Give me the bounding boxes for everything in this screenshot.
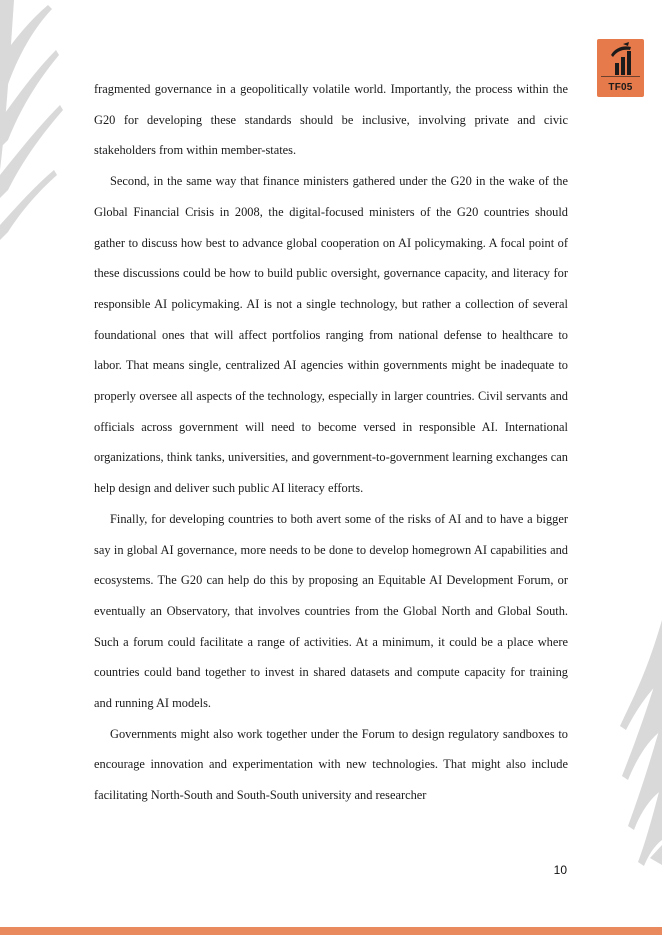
- paragraph-governments: Governments might also work together under the Forum to design regulatory sandboxes to encourage innovation and experimentation with new technologies. That might also include facilitating North-South and South-South university and researcher: [94, 726, 568, 803]
- page-number: 10: [553, 863, 567, 877]
- footer-accent-bar: [0, 927, 662, 935]
- logo-label: TF05: [608, 82, 633, 93]
- tf05-emblem-icon: [597, 39, 644, 79]
- tf05-logo: [597, 39, 644, 97]
- paragraph-finally: Finally, for developing countries to both avert some of the risks of AI and to have a bigger say in global AI governance, more needs to be done to develop homegrown AI capabilities and ecosystems. The G20 can help do this by proposing an Equitable AI Development Forum, or eventually an Observatory, that involves countries from the Global North and Global South. Such a forum could facilitate a range of activities. At a minimum, it could be a place where countries could band together to invest in shared datasets and compute capacity for training and running AI models.: [94, 511, 568, 711]
- paragraph-second: Second, in the same way that finance ministers gathered under the G20 in the wake of the Global Financial Crisis in 2008, the digital-focused ministers of the G20 countries should gather to discuss how best to advance global cooperation on AI policymaking. A focal point of these discussions could be how to build public oversight, governance capacity, and literacy for responsible AI policymaking. AI is not a single technology, but rather a collection of several foundational ones that will affect portfolios ranging from national defense to healthcare to labor. That means single, centralized AI agencies within governments might be inadequate to properly oversee all aspects of the technology, especially in larger countries. Civil servants and officials across government will need to become versed in responsible AI. International organizations, think tanks, universities, and government-to-government learning exchanges can help design and deliver such public AI literacy efforts.: [94, 174, 568, 496]
- decorative-stripes-bottom-right: [592, 620, 662, 870]
- document-body: [94, 74, 568, 811]
- decorative-stripes-top-left: [0, 0, 70, 250]
- paragraph-continued: fragmented governance in a geopolitically volatile world. Importantly, the process within the G20 for developing these standards should be inclusive, involving private and civic stakeholders from within member-states.: [94, 82, 568, 158]
